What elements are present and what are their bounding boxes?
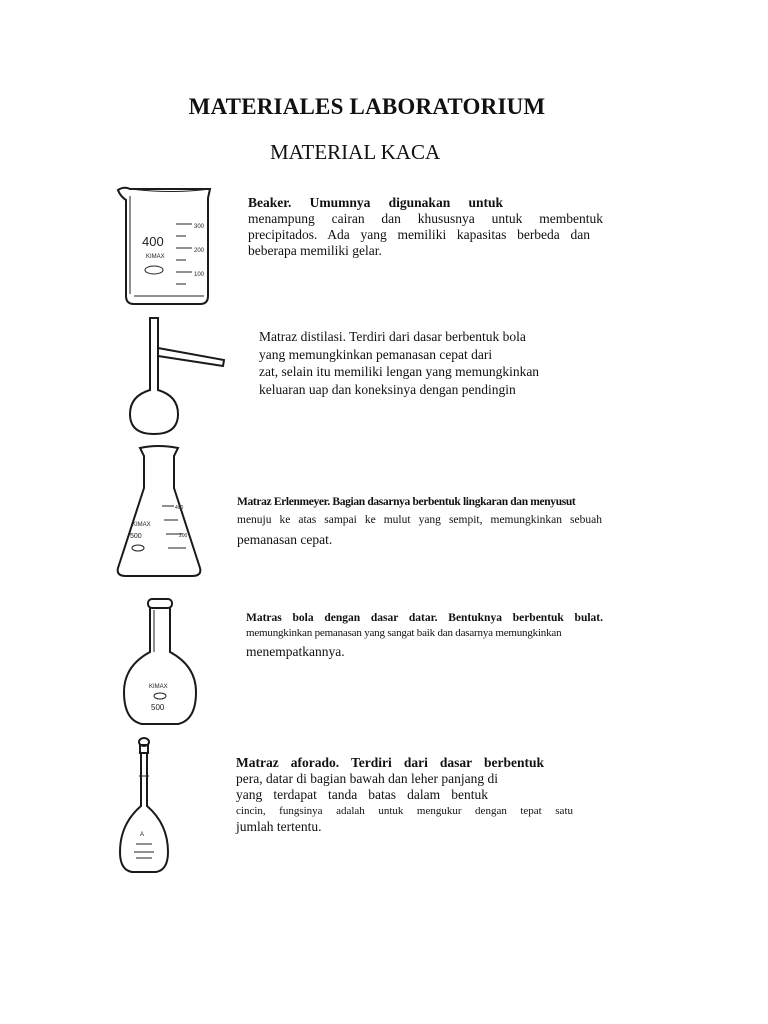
flask-volume-label: 500 [151,703,165,712]
svg-text:300: 300 [194,224,205,230]
beaker-icon [112,184,222,308]
erlenmeyer-flask-icon [112,444,206,580]
erlenmeyer-volume-label: 500 [130,533,142,540]
beaker-description [248,195,603,259]
erlenmeyer-heading: Matraz Erlenmeyer. Bagian dasarnya berbentuk lingkaran dan menyusut [237,496,576,508]
flask-brand-label: KIMAX [149,684,168,690]
erlenmeyer-text-line: pemanasan cepat. [237,532,333,547]
erlenmeyer-text-line: menuju ke atas sampai ke mulut yang sempit, memungkinkan sebuah [237,514,602,526]
volumetric-text-line: yang terdapat tanda batas dalam bentuk [236,787,488,802]
flat-flask-description [246,611,621,660]
flat-flask-text-line: memungkinkan pemanasan yang sangat baik dan dasarnya memungkinkan [246,627,562,639]
page-title: MATERIALES LABORATORIUM [188,94,546,119]
volumetric-flask-icon [112,736,172,876]
distillation-flask-icon [120,314,226,438]
beaker-volume-label: 400 [142,234,164,249]
page-subtitle: MATERIAL KACA [270,140,441,164]
distillation-text-line: keluaran uap dan koneksinya dengan pendingin [259,381,516,397]
erlenmeyer-brand-label: KIMAX [132,522,151,528]
flat-flask-heading: Matras bola dengan dasar datar. Bentuknya berbentuk bulat. [246,612,603,624]
beaker-brand-label: KIMAX [146,254,165,260]
flat-bottom-flask-icon [118,596,202,730]
erlenmeyer-description [237,495,602,548]
volumetric-flask-description [236,755,581,835]
volumetric-heading: Matraz aforado. Terdiri dari dasar berbentuk [236,755,544,770]
flat-flask-text-line: menempatkannya. [246,644,345,659]
distillation-flask-description [259,328,579,398]
volumetric-mark-label: A [140,832,145,838]
distillation-text-line: yang memungkinkan pemanasan cepat dari [259,346,493,362]
beaker-text-line: menampung cairan dan khususnya untuk membentuk [248,211,603,226]
volumetric-text-line: jumlah tertentu. [236,819,322,834]
svg-text:400: 400 [175,505,184,511]
svg-text:200: 200 [179,533,188,539]
beaker-text-line: beberapa memiliki gelar. [248,243,382,258]
volumetric-text-line: pera, datar di bagian bawah dan leher panjang di [236,771,499,786]
volumetric-text-line: cincin, fungsinya adalah untuk mengukur dengan tepat satu [236,805,573,817]
svg-text:200: 200 [194,248,205,254]
beaker-text-line: precipitados. Ada yang memiliki kapasitas berbeda dan [248,227,590,242]
distillation-text-line: Matraz distilasi. Terdiri dari dasar berbentuk bola [259,329,526,344]
beaker-heading: Beaker. Umumnya digunakan untuk [248,195,503,210]
svg-text:100: 100 [194,272,205,278]
distillation-text-line: zat, selain itu memiliki lengan yang memungkinkan [259,364,540,379]
